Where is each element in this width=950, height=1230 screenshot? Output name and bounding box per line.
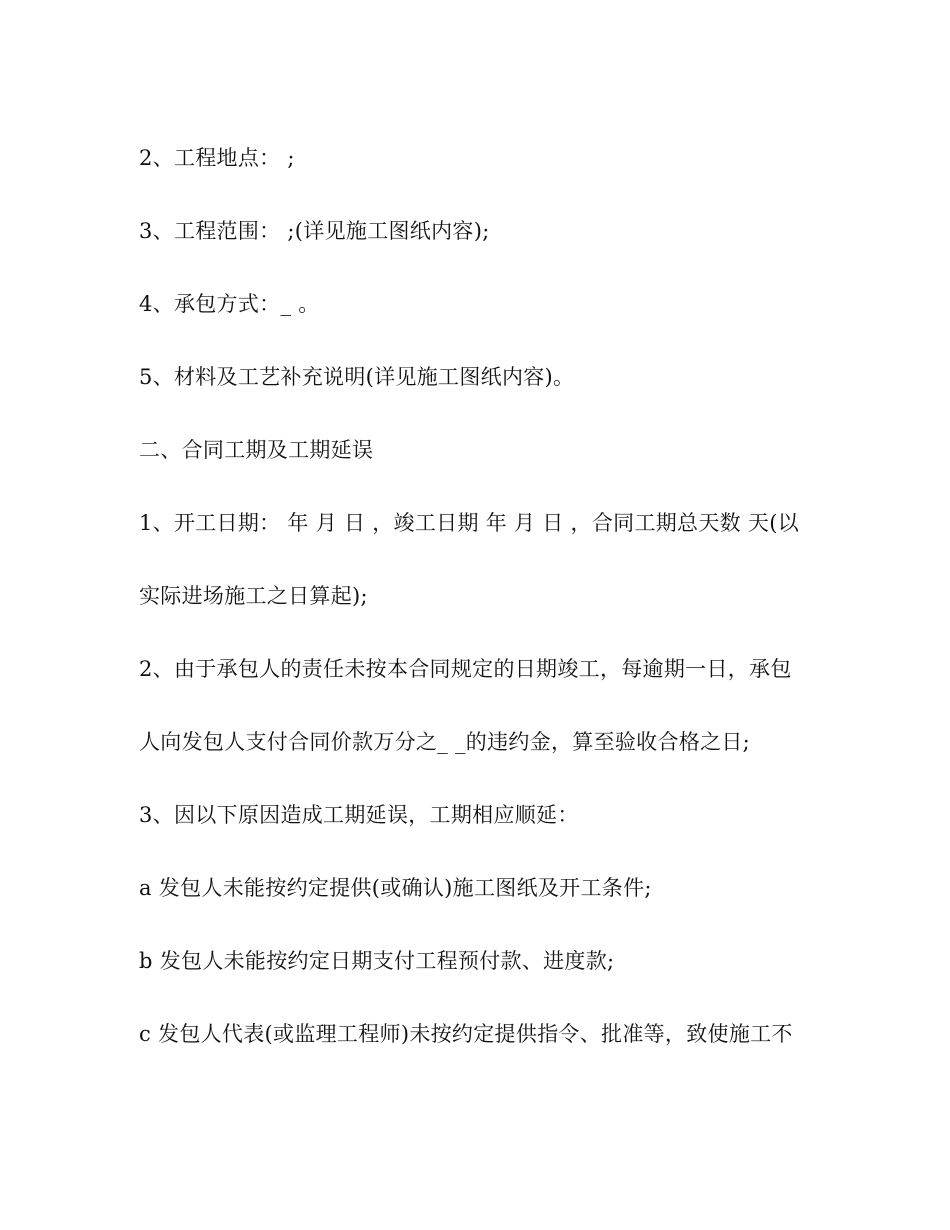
section-heading-schedule: 二、合同工期及工期延误	[139, 438, 374, 462]
text-line-delay-penalty: 2、由于承包人的责任未按本合同规定的日期竣工，每逾期一日，承包	[139, 657, 792, 681]
text-line-start-date: 1、开工日期： 年 月 日 ，竣工日期 年 月 日 ，合同工期总天数 天(以	[139, 511, 800, 535]
document-body	[139, 140, 819, 1089]
text-line-reason-c: c 发包人代表(或监理工程师)未按约定提供指令、批准等，致使施工不	[139, 1022, 793, 1046]
text-line-start-date-cont: 实际进场施工之日算起);	[139, 584, 368, 608]
text-line-extension-reasons: 3、因以下原因造成工期延误，工期相应顺延：	[139, 803, 579, 827]
text-line-reason-b: b 发包人未能按约定日期支付工程预付款、进度款;	[139, 949, 615, 973]
text-line-reason-a: a 发包人未能按约定提供(或确认)施工图纸及开工条件;	[139, 876, 652, 900]
text-line-delay-penalty-cont: 人向发包人支付合同价款万分之_ _的违约金，算至验收合格之日;	[139, 730, 751, 754]
text-line-project-scope: 3、工程范围： ;(详见施工图纸内容);	[139, 219, 490, 243]
text-line-contract-method: 4、承包方式：_ 。	[139, 292, 320, 316]
text-line-project-location: 2、工程地点： ;	[139, 146, 295, 170]
text-line-materials: 5、材料及工艺补充说明(详见施工图纸内容)。	[139, 365, 575, 389]
